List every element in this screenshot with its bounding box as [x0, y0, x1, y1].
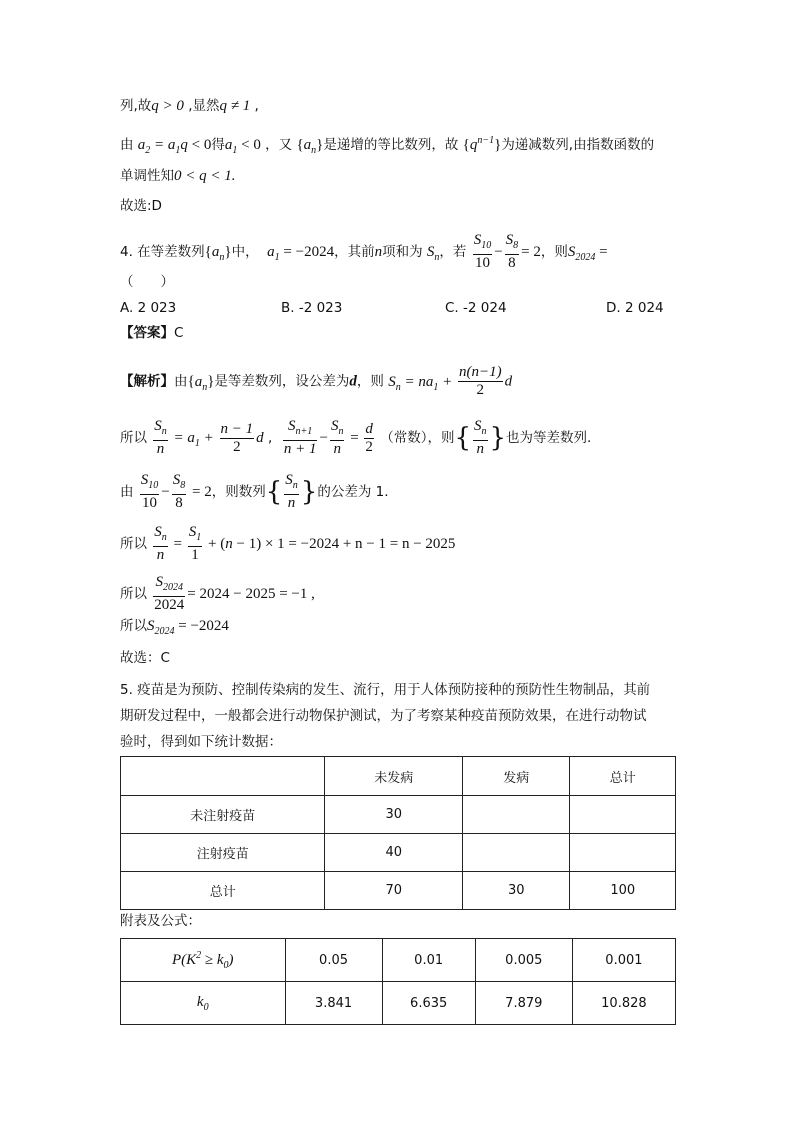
analysis-l4-frac2: $\frac{S_1}{1}$	[188, 524, 202, 563]
p2-math-a1: $a_1$	[224, 137, 238, 156]
p2-dec: 为递减数列,由指数函数的	[501, 137, 655, 153]
q5-line-1: 5. 疫苗是为预防、控制传染病的发生、流行，用于人体预防接种的预防性生物制品，其前	[120, 682, 651, 698]
q4-stem-e: ，若	[439, 244, 467, 260]
analysis-choice: 故选：C	[120, 650, 170, 666]
analysis-d: d	[349, 373, 357, 390]
q4-stem: 4. 在等差数列$\{a_n\}$中， $a_1 = -2024$，其前n项和为 $S_n$，若 $\frac{S_{10}}{10}$ − $\frac{S_8}{8}$ = 2，则$S_{2024}$ =	[120, 232, 608, 271]
analysis-l3a: 由	[120, 484, 134, 500]
k0-label-cell: $k_0$	[121, 982, 286, 1025]
table-cell: 0.05	[285, 939, 382, 982]
table-cell: 未注射疫苗	[121, 796, 325, 834]
q4-a1-val: = −2024	[283, 244, 335, 260]
analysis-line-5	[120, 574, 315, 614]
para-2	[120, 131, 654, 161]
table-cell: 总计	[121, 872, 325, 910]
table-cell: 3.841	[285, 982, 382, 1025]
q4-frac2: $\frac{S_8}{8}$	[505, 232, 519, 271]
q4-sn: $S_n$	[426, 244, 440, 263]
table-cell: 30	[325, 796, 463, 834]
q5-line-2: 期研发过程中，一般都会进行动物保护测试，为了考察某种疫苗预防效果，在进行动物试	[120, 708, 647, 724]
analysis-l3c: 的公差为 1.	[317, 484, 389, 500]
analysis-d2: $\frac{d}{2}$	[365, 420, 373, 455]
table-cell: 70	[325, 872, 463, 910]
table-cell	[463, 834, 570, 872]
analysis-l1a: 由	[174, 373, 188, 390]
analysis-l5a: 所以	[120, 586, 147, 602]
analysis-brace-frac: $\frac{S_n}{n}$	[474, 418, 487, 457]
q4-stem-a: 4. 在等差数列	[120, 244, 205, 260]
table-cell: 0.001	[572, 939, 675, 982]
analysis-l5b: = 2024 − 2025 = −1 ,	[187, 586, 315, 602]
q4-paren: （ ）	[120, 274, 174, 290]
q4-frac1: $\frac{S_{10}}{10}$	[473, 232, 492, 271]
p2-seq-an: $\{a_n\}$	[296, 137, 324, 156]
analysis-l2b: （常数），则	[380, 430, 455, 446]
analysis-sn-n: $\frac{S_n}{n}$	[154, 418, 167, 457]
option-d[interactable]: D. 2 024	[606, 300, 664, 316]
p2-you: ，又	[260, 137, 293, 153]
table-row	[121, 796, 676, 834]
analysis-frac-n1: $\frac{n - 1}{2}$	[220, 420, 254, 455]
table-row	[121, 872, 676, 910]
analysis-line-2: 所以 $\frac{S_n}{n}$ = $a_1$ + $\frac{n - 1}{2}$ d , $\frac{S_{n+1}}{n + 1}$ − $\frac{S_n}{n}$ = $\frac{d}{2}$ （常数），则{ $\frac{S_n}{n}$ }也为等差数列.	[120, 418, 592, 457]
analysis-l6a: 所以	[120, 618, 147, 634]
p3-text: 单调性知	[120, 168, 174, 184]
p1-cond1: q > 0	[151, 98, 184, 114]
prob-label-cell: $P(K^2 \ge k_0)$	[121, 939, 286, 982]
q4-a1: $a_1$	[267, 244, 280, 263]
table-cell: 7.879	[475, 982, 572, 1025]
p2-incr: 是递增的等比数列，故	[323, 137, 459, 153]
stats-header-cell: 未发病	[325, 757, 463, 796]
analysis-line-1: 【解析】由$\{a_n\}$是等差数列，设公差为d，则 $S_n = na_1$ + $\frac{n(n-1)}{2}$ d	[120, 364, 513, 398]
analysis-l1c: ，则	[356, 373, 384, 390]
appendix-label: 附表及公式：	[120, 913, 201, 929]
para-1	[120, 96, 259, 116]
table-row	[121, 982, 676, 1025]
analysis-l2c: 也为等差数列.	[506, 430, 592, 446]
stats-header-cell	[121, 757, 325, 796]
analysis-l4b: = −2024 + n − 1 = n − 2025	[288, 536, 456, 552]
q4-n: n	[374, 244, 383, 260]
p1-post: ,	[250, 98, 259, 114]
p2-seq-q: $\{q^{n-1}\}$	[462, 135, 502, 153]
stats-header-cell: 总计	[570, 757, 676, 796]
table-cell: 0.01	[382, 939, 475, 982]
table-cell: 0.005	[475, 939, 572, 982]
p4-choice: 故选:D	[120, 198, 162, 214]
q4-stem-b: 中，	[231, 244, 259, 260]
table-cell: 40	[325, 834, 463, 872]
analysis-label: 【解析】	[120, 373, 174, 390]
p2-math-a2: $a_2 = a_1q$	[137, 137, 192, 156]
q4-stem-f: ，则	[540, 244, 568, 260]
table-cell: 6.635	[382, 982, 475, 1025]
p2-a1: < 0	[241, 137, 261, 153]
analysis-l6b: = −2024	[178, 618, 229, 634]
analysis-frac-n: $\frac{n(n-1)}{2}$	[458, 364, 502, 398]
table-row	[121, 939, 676, 982]
answer-line	[120, 323, 183, 343]
analysis-l2a: 所以	[120, 430, 147, 446]
table-cell	[570, 796, 676, 834]
p1-pre: 列,故	[120, 98, 152, 114]
stats-header-row	[121, 757, 676, 796]
analysis-seq: $\{a_n\}$	[187, 373, 215, 393]
answer-label: 【答案】	[120, 325, 174, 341]
q5-line-3: 验时，得到如下统计数据：	[120, 734, 282, 750]
table-cell	[570, 834, 676, 872]
analysis-sn-formula: $S_n = na_1$ +	[388, 373, 456, 393]
p1-cond2: q ≠ 1	[219, 98, 251, 114]
para-3	[120, 166, 236, 186]
analysis-s2024: $S_{2024}$	[147, 618, 175, 637]
analysis-l3-brace-frac: $\frac{S_n}{n}$	[285, 472, 298, 511]
table-cell: 30	[463, 872, 570, 910]
q4-eq2: =	[595, 244, 608, 260]
p2-dei: 得	[211, 137, 225, 153]
stats-table	[120, 756, 676, 910]
analysis-line-3: 由 $\frac{S_{10}}{10}$ − $\frac{S_8}{8}$ = 2，则数列{ $\frac{S_n}{n}$ }的公差为 1.	[120, 472, 389, 511]
table-row	[121, 834, 676, 872]
q4-seq: $\{a_n\}$	[204, 244, 232, 263]
p2-ineq: < 0	[191, 137, 212, 153]
analysis-l4a: 所以	[120, 536, 147, 552]
analysis-l3b: ，则数列	[211, 484, 266, 500]
analysis-line-4: 所以 $\frac{S_n}{n}$ = $\frac{S_1}{1}$ + (n − 1) × 1 = −2024 + n − 1 = n − 2025	[120, 524, 456, 563]
analysis-line-6	[120, 616, 229, 642]
table-cell: 100	[570, 872, 676, 910]
p1-mid: ,显然	[183, 98, 220, 114]
table-cell: 10.828	[572, 982, 675, 1025]
analysis-sn1: $\frac{S_{n+1}}{n + 1}$	[283, 418, 317, 457]
table-cell	[463, 796, 570, 834]
critical-value-table	[120, 938, 676, 1025]
q4-stem-d: 项和为	[382, 244, 423, 260]
analysis-l3-frac1: $\frac{S_{10}}{10}$	[140, 472, 159, 511]
q4-s2024: $S_{2024}$	[567, 244, 596, 263]
table-cell: 注射疫苗	[121, 834, 325, 872]
analysis-l3-frac2: $\frac{S_8}{8}$	[172, 472, 186, 511]
option-a[interactable]: A. 2 023	[120, 300, 177, 316]
p3-range: 0 < q < 1.	[174, 168, 236, 184]
answer-value: C	[174, 325, 184, 341]
option-c[interactable]: C. -2 024	[445, 300, 507, 316]
analysis-sn2: $\frac{S_n}{n}$	[330, 418, 344, 457]
p2-lead: 由	[120, 137, 134, 153]
analysis-l1b: 是等差数列，设公差为	[214, 373, 350, 390]
stats-header-cell: 发病	[463, 757, 570, 796]
option-b[interactable]: B. -2 023	[281, 300, 343, 316]
analysis-l4-frac1: $\frac{S_n}{n}$	[154, 524, 167, 563]
analysis-l5-frac: $\frac{S_{2024}}{2024}$	[154, 574, 185, 613]
q4-stem-c: ，其前	[334, 244, 375, 260]
q4-eq: = 2	[521, 244, 541, 260]
